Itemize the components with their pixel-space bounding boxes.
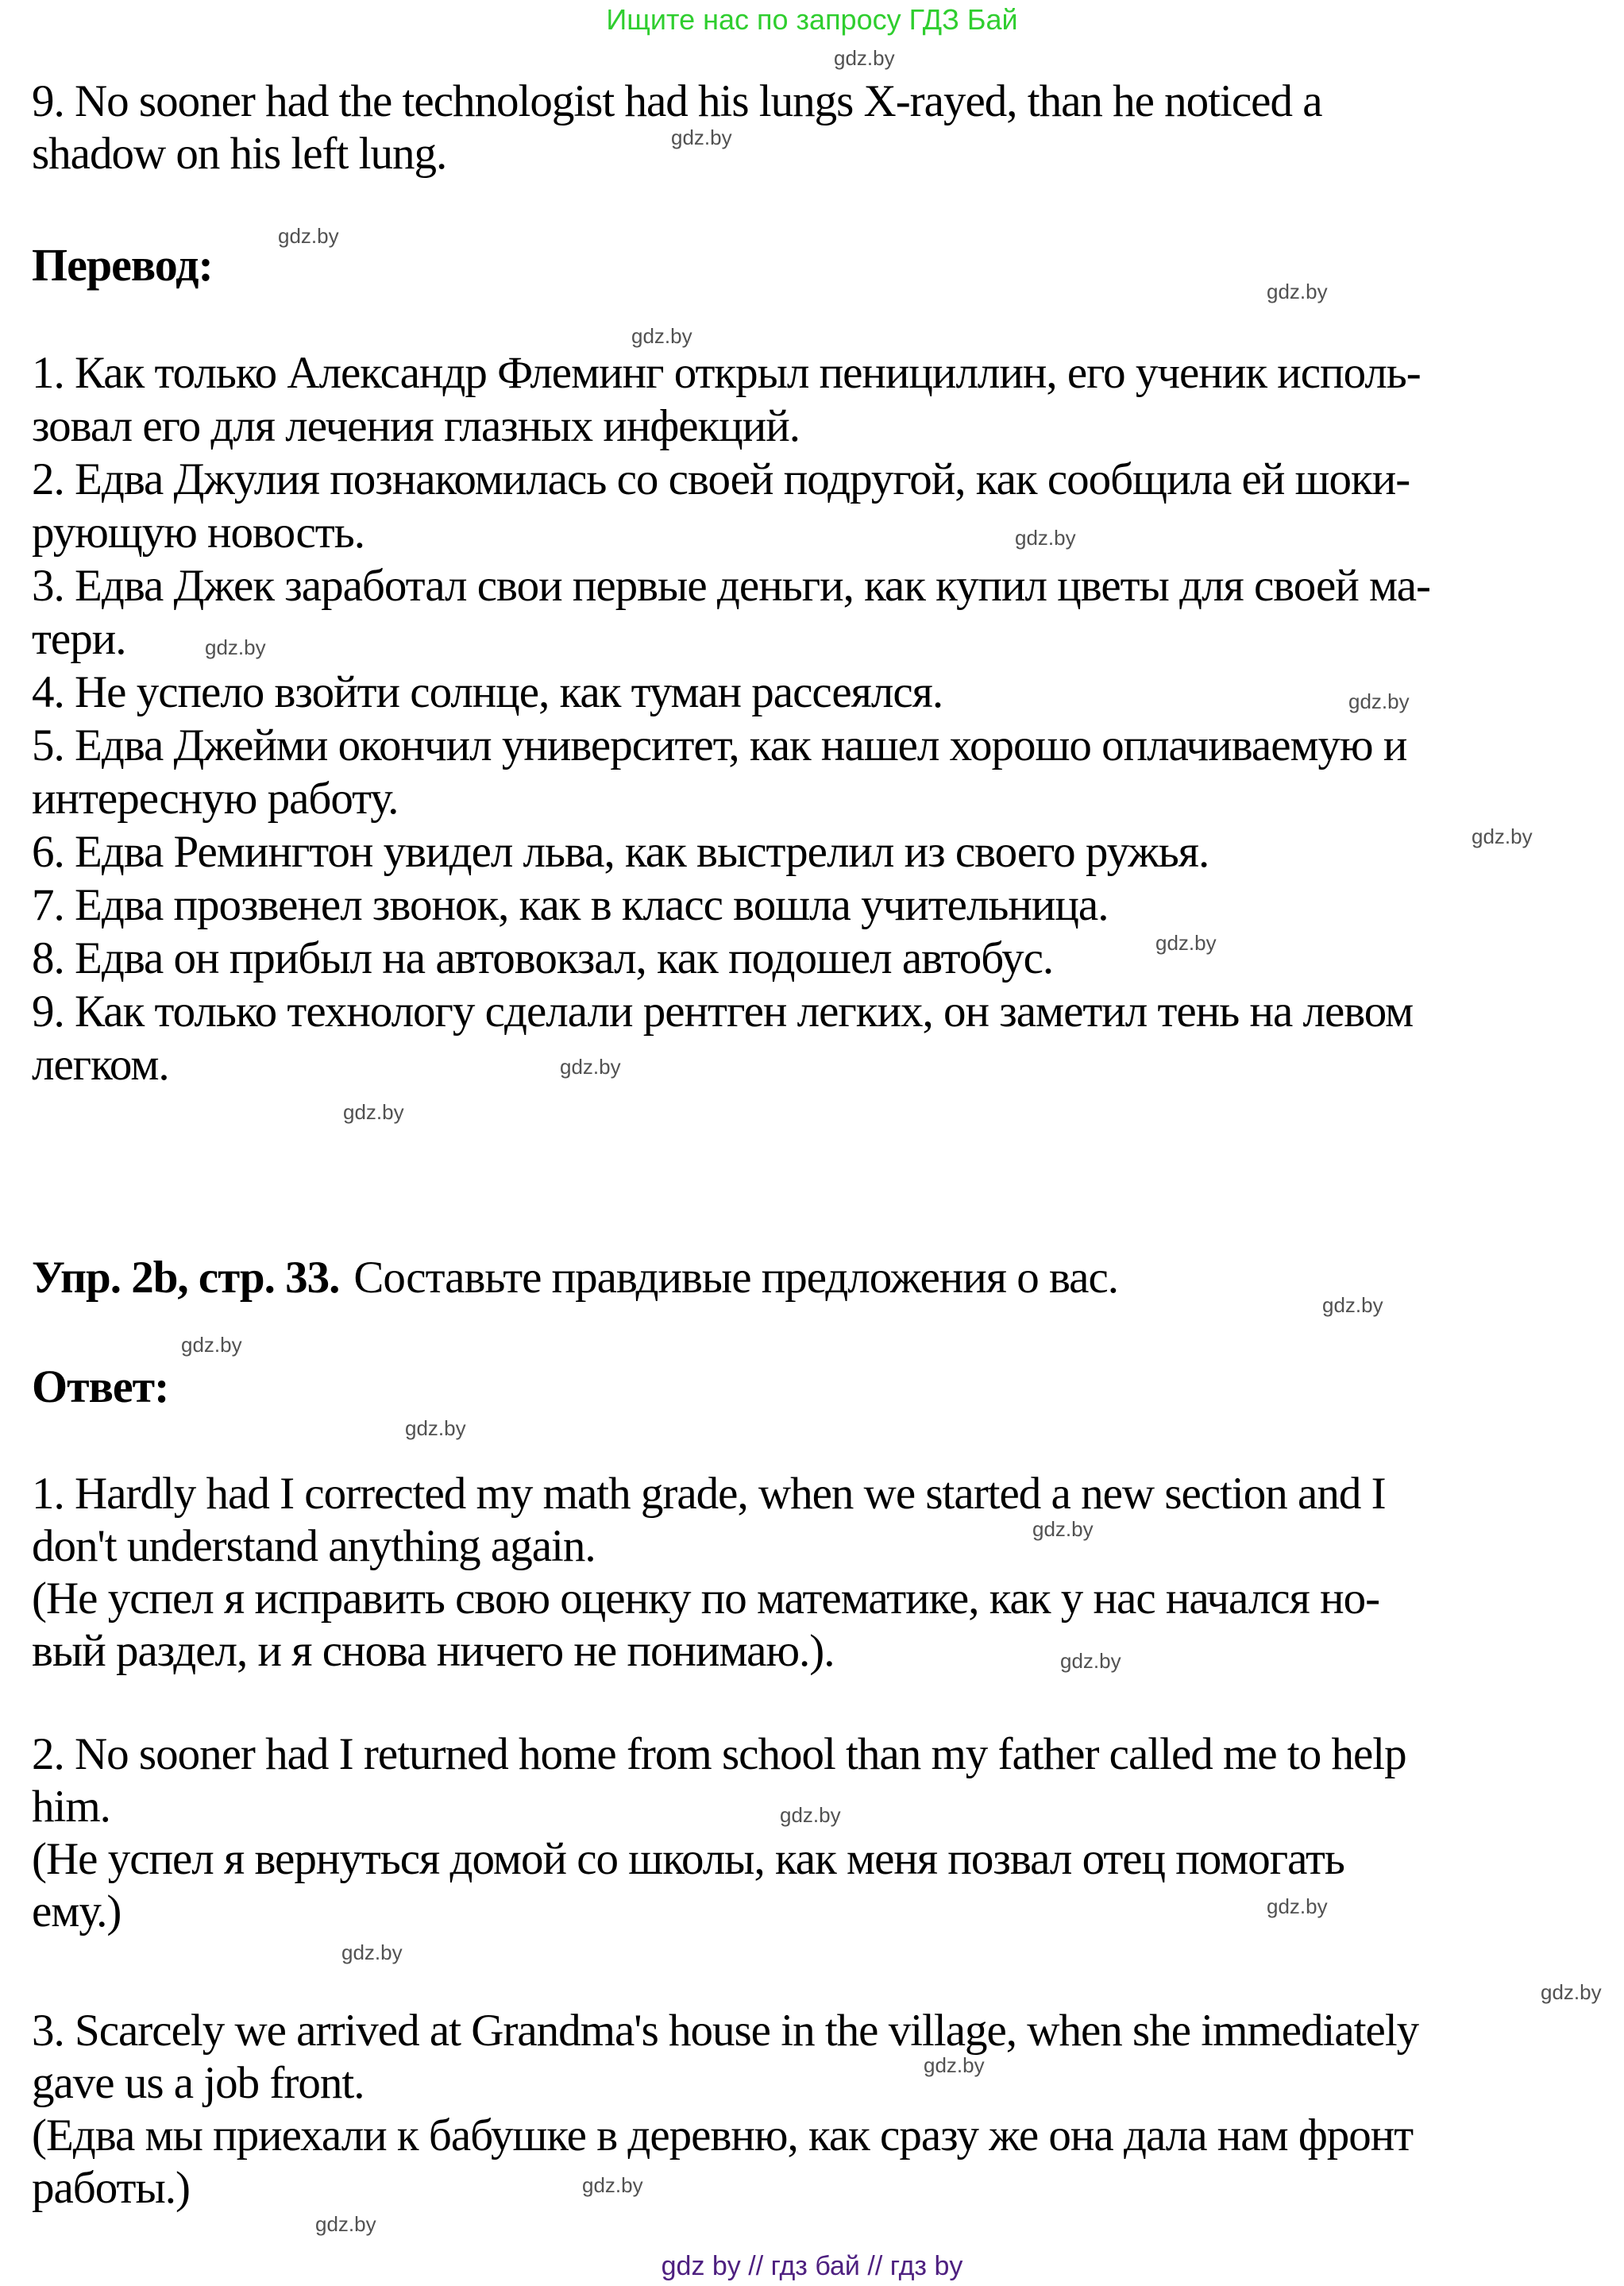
watermark-text: gdz.by	[631, 324, 692, 348]
answer-line: gave us a job front.	[32, 2058, 365, 2108]
watermark-text: gdz.by	[315, 2212, 376, 2236]
watermark-text: gdz.by	[405, 1416, 466, 1440]
answer-item-1	[32, 1468, 1572, 1678]
promo-banner: Ищите нас по запросу ГДЗ Бай	[606, 3, 1018, 36]
watermark-text: gdz.by	[1267, 280, 1328, 303]
watermark-text: gdz.by	[1060, 1649, 1121, 1673]
translation-line: 2. Едва Джулия познакомилась со своей подругой, как сообщила ей шоки-	[32, 454, 1410, 504]
watermark-text: gdz.by	[1155, 931, 1217, 955]
watermark-text: gdz.by	[924, 2053, 985, 2077]
translation-line: интересную работу.	[32, 774, 399, 824]
watermark-text: gdz.by	[671, 125, 732, 149]
translation-line: тери.	[32, 614, 126, 664]
watermark-text: gdz.by	[1541, 1980, 1602, 2004]
watermark-text: gdz.by	[205, 635, 266, 659]
answer-line: (Не успел я исправить свою оценку по математике, как у нас начался но-	[32, 1574, 1380, 1624]
answer-item-3	[32, 2005, 1572, 2215]
translation-line: 7. Едва прозвенел звонок, как в класс вошла учительница.	[32, 880, 1109, 930]
answer-line: 3. Scarcely we arrived at Grandma's house in the village, when she immediately	[32, 2006, 1419, 2056]
watermark-text: gdz.by	[181, 1333, 242, 1357]
translation-line: 9. Как только технологу сделали рентген легких, он заметил тень на левом	[32, 987, 1414, 1037]
translation-line: 6. Едва Ремингтон увидел льва, как выстрелил из своего ружья.	[32, 827, 1209, 877]
translation-line: 4. Не успело взойти солнце, как туман рассеялся.	[32, 667, 943, 717]
answer-line: вый раздел, и я снова ничего не понимаю.).	[32, 1626, 835, 1676]
watermark-text: gdz.by	[1322, 1293, 1383, 1317]
translation-list	[32, 346, 1572, 1091]
watermark-text: gdz.by	[1015, 526, 1076, 550]
watermark-text: gdz.by	[780, 1803, 841, 1827]
translation-line: 3. Едва Джек заработал свои первые деньги, как купил цветы для своей ма-	[32, 561, 1431, 611]
answer-line: 2. No sooner had I returned home from school than my father called me to help	[32, 1729, 1406, 1779]
watermark-text: gdz.by	[1472, 824, 1533, 848]
watermark-text: gdz.by	[834, 46, 895, 70]
translation-line: 8. Едва он прибыл на автовокзал, как подошел автобус.	[32, 933, 1054, 983]
watermark-text: gdz.by	[278, 224, 339, 248]
answer-line: him.	[32, 1782, 110, 1832]
translation-line: зовал его для лечения глазных инфекций.	[32, 401, 800, 451]
answer-item-2	[32, 1728, 1572, 1938]
watermark-text: gdz.by	[1267, 1894, 1328, 1918]
watermark-text: gdz.by	[343, 1100, 404, 1124]
section-heading-perevod: Перевод:	[32, 239, 213, 291]
footer-links[interactable]: gdz by // гдз бай // гдз by	[661, 2251, 963, 2281]
exercise-number: Упр. 2b, стр. 33.	[32, 1253, 340, 1303]
answer-line: 1. Hardly had I corrected my math grade, when we started a new section and I	[32, 1469, 1386, 1519]
exercise-instruction: Составьте правдивые предложения о вас.	[353, 1253, 1118, 1303]
answer-line: don't understand anything again.	[32, 1521, 596, 1571]
translation-line: легком.	[32, 1040, 169, 1090]
task-sentence-9	[32, 75, 1572, 180]
answer-line: (Не успел я вернуться домой со школы, как меня позвал отец помогать	[32, 1834, 1344, 1884]
translation-line: рующую новость.	[32, 508, 365, 558]
answer-line: ему.)	[32, 1886, 122, 1937]
watermark-text: gdz.by	[341, 1940, 403, 1964]
task-sentence-9-line: 9. No sooner had the technologist had his lungs X-rayed, than he noticed a	[32, 76, 1322, 126]
answer-line: (Едва мы приехали к бабушке в деревню, как сразу же она дала нам фронт	[32, 2110, 1414, 2161]
watermark-text: gdz.by	[560, 1055, 621, 1079]
watermark-text: gdz.by	[1348, 689, 1410, 713]
watermark-text: gdz.by	[1032, 1517, 1094, 1541]
task-sentence-9-line: shadow on his left lung.	[32, 129, 447, 179]
section-heading-otvet: Ответ:	[32, 1361, 169, 1412]
translation-line: 5. Едва Джейми окончил университет, как нашел хорошо оплачиваемую и	[32, 720, 1407, 770]
translation-line: 1. Как только Александр Флеминг открыл пенициллин, его ученик исполь-	[32, 348, 1421, 398]
answer-line: работы.)	[32, 2163, 190, 2213]
watermark-text: gdz.by	[582, 2173, 643, 2197]
